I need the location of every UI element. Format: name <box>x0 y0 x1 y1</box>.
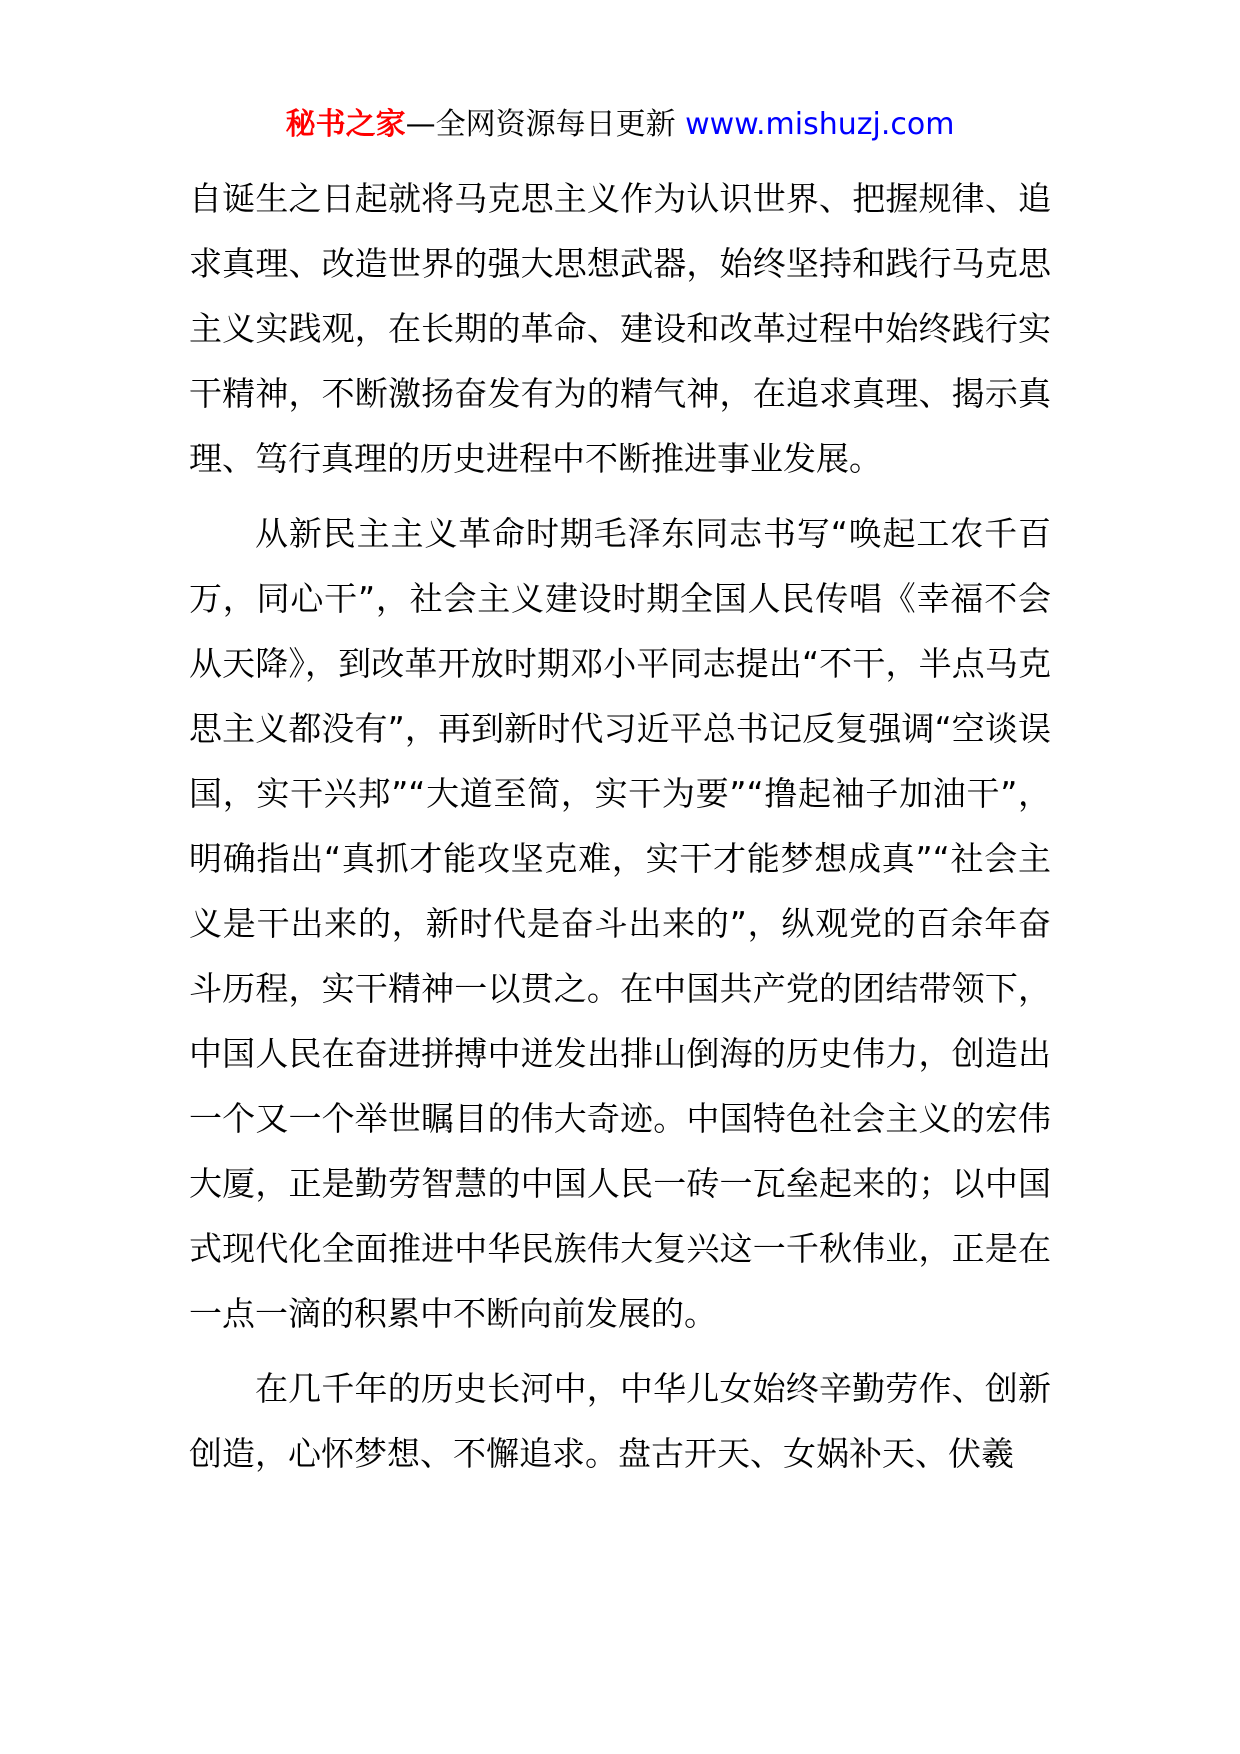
paragraph-2: 从新民主主义革命时期毛泽东同志书写“唤起工农千百万，同心干”，社会主义建设时期全国人民传唱《幸福不会从天降》，到改革开放时期邓小平同志提出“不干，半点马克思主义都没有”，再到新时代习近平总书记反复强调“空谈误国，实干兴邦”“大道至简，实干为要”“撸起袖子加油干”，明确指出“真抓才能攻坚克难，实干才能梦想成真”“社会主义是干出来的，新时代是奋斗出来的”，纵观党的百余年奋斗历程，实干精神一以贯之。在中国共产党的团结带领下，中国人民在奋进拼搏中迸发出排山倒海的历史伟力，创造出一个又一个举世瞩目的伟大奇迹。中国特色社会主义的宏伟大厦，正是勤劳智慧的中国人民一砖一瓦垒起来的；以中国式现代化全面推进中华民族伟大复兴这一千秋伟业，正是在一点一滴的积累中不断向前发展的。 <box>189 514 1051 1333</box>
paragraph-3: 在几千年的历史长河中，中华儿女始终辛勤劳作、创新创造，心怀梦想、不懈追求。盘古开天、女娲补天、伏羲 <box>189 1369 1051 1473</box>
paragraph-1: 自诞生之日起就将马克思主义作为认识世界、把握规律、追求真理、改造世界的强大思想武器，始终坚持和践行马克思主义实践观，在长期的革命、建设和改革过程中始终践行实干精神，不断激扬奋发有为的精气神，在追求真理、揭示真理、笃行真理的历史进程中不断推进事业发展。 <box>189 179 1051 478</box>
document-body <box>189 166 1051 1496</box>
page-header <box>0 103 1240 147</box>
brand-name: 秘书之家 <box>285 107 406 142</box>
website-link[interactable]: www.mishuzj.com <box>685 107 955 142</box>
header-slogan: —全网资源每日更新 <box>405 107 686 142</box>
